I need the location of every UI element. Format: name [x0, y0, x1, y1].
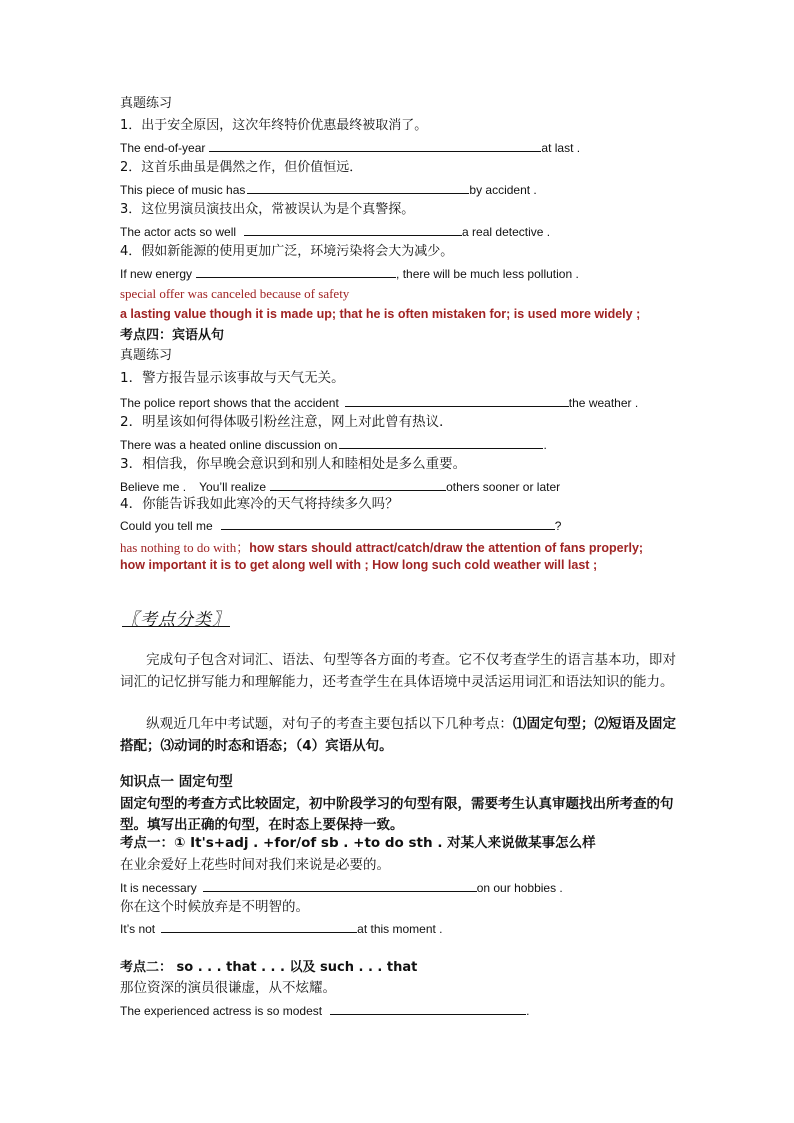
question-6-prefix: There was a heated online discussion on	[120, 438, 338, 452]
example-3-suffix: .	[526, 1004, 530, 1018]
point2-title: 考点二： so . . . that . . . 以及 such . . . that	[120, 960, 418, 975]
question-4-prefix: If new energy	[120, 267, 193, 281]
answer-line-1: special offer was canceled because of safety	[120, 286, 350, 301]
question-4-suffix: , there will be much less pollution .	[396, 267, 579, 281]
question-2-cn: 2．这首乐曲虽是偶然之作，但价值恒远．	[120, 160, 363, 175]
question-8-prefix: Could you tell me	[120, 519, 213, 533]
example-2-en	[120, 922, 443, 935]
intro-paragraph-2	[120, 713, 676, 757]
question-8-cn: 4．你能告诉我如此寒冷的天气将持续多久吗？	[120, 496, 399, 512]
answer-line-3	[120, 539, 643, 555]
intro-text-2: 纵观近几年中考试题，对句子的考查主要包括以下几种考点：	[146, 716, 514, 732]
question-6-blank[interactable]	[339, 438, 543, 449]
question-6-en	[120, 438, 547, 451]
question-5-en	[120, 396, 638, 409]
example-3-en	[120, 1004, 529, 1017]
intro-text-1: 完成句子包含对词汇、语法、句型等各方面的考查。它不仅考查学生的语言基本功，即对词汇的记忆拼写能力和理解能力，还考查学生在具体语境中灵活运用词汇和语法知识的能力。	[120, 652, 676, 690]
example-1-cn: 在业余爱好上花些时间对我们来说是必要的。	[120, 857, 390, 873]
knowledge1-point1: 考点一：① It's+adj . +for/of sb . +to do sth . 对某人来说做某事怎么样	[120, 835, 596, 851]
question-3-blank[interactable]	[244, 225, 462, 236]
question-8-suffix: ?	[554, 519, 562, 533]
question-8-en	[120, 519, 561, 532]
example-2-suffix: at this moment .	[357, 922, 443, 936]
question-3-suffix: a real detective .	[462, 225, 551, 239]
example-1-suffix: on our hobbies .	[476, 881, 563, 895]
question-5-prefix: The police report shows that the accident	[120, 396, 339, 410]
knowledge1-title: 知识点一 固定句型	[120, 774, 233, 790]
question-3-en	[120, 225, 550, 238]
question-7-en	[120, 480, 560, 493]
example-3-cn: 那位资深的演员很谦虚，从不炫耀。	[120, 980, 336, 996]
knowledge1-desc: 固定句型的考查方式比较固定，初中阶段学习的句型有限，需要考生认真审题找出所考查的句型。填写出正确的句型，在时态上要保持一致。	[120, 796, 674, 833]
question-4-cn: 4．假如新能源的使用更加广泛，环境污染将会大为减少。	[120, 244, 454, 259]
question-1-blank[interactable]	[209, 141, 541, 152]
section1-title: 真题练习	[120, 96, 173, 111]
question-4-en	[120, 267, 579, 280]
answer-line-4: how important it is to get along well with ; How long such cold weather will last ;	[120, 558, 598, 572]
question-3-prefix: The actor acts so well	[120, 225, 237, 239]
question-8-blank[interactable]	[221, 519, 555, 530]
example-3-prefix: The experienced actress is so modest	[120, 1004, 323, 1018]
intro-text-2-bold: ⑴固定句型；⑵短语及固定搭配；⑶动词的时态和语态；（4）宾语从句。	[120, 716, 677, 754]
question-7-cn: 3．相信我，你早晚会意识到和别人和睦相处是多么重要。	[120, 456, 467, 472]
example-3-blank[interactable]	[330, 1004, 526, 1015]
question-5-suffix: the weather .	[568, 396, 639, 410]
question-4-blank[interactable]	[196, 267, 396, 278]
intro-paragraph-1	[120, 649, 676, 693]
answer-3b: how stars should attract/catch/draw the attention of fans properly;	[249, 541, 644, 555]
example-1-en	[120, 881, 563, 894]
question-2-prefix: This piece of music has	[120, 183, 246, 197]
example-2-cn: 你在这个时候放弃是不明智的。	[120, 899, 309, 915]
question-5-blank[interactable]	[345, 396, 569, 407]
answer-3a: has nothing to do with；	[120, 540, 250, 555]
question-3-cn: 3．这位男演员演技出众，常被误认为是个真警探。	[120, 202, 415, 217]
question-2-suffix: by accident .	[469, 183, 537, 197]
question-2-en	[120, 183, 537, 196]
question-2-blank[interactable]	[247, 183, 469, 194]
question-1-en	[120, 141, 580, 154]
category-heading: 〖考点分类〗	[122, 610, 230, 630]
question-5-cn: 1．警方报告显示该事故与天气无关。	[120, 370, 345, 386]
answer-line-2: a lasting value though it is made up; that he is often mistaken for; is used more widely ;	[120, 307, 641, 321]
question-7-prefix: Believe me . You’ll realize	[120, 480, 267, 494]
example-2-blank[interactable]	[161, 922, 357, 933]
example-1-prefix: It is necessary	[120, 881, 197, 895]
example-1-blank[interactable]	[203, 881, 477, 892]
question-1-suffix: at last .	[541, 141, 581, 155]
section2-title: 真题练习	[120, 348, 173, 363]
section2-heading: 考点四：宾语从句	[120, 328, 225, 343]
question-7-blank[interactable]	[270, 480, 446, 491]
question-6-suffix: .	[543, 438, 547, 452]
question-1-cn: 1．出于安全原因，这次年终特价优惠最终被取消了。	[120, 118, 428, 133]
question-1-prefix: The end-of-year	[120, 141, 206, 155]
question-7-suffix: others sooner or later	[446, 480, 561, 494]
example-2-prefix: It’s not	[120, 922, 156, 936]
question-6-cn: 2．明星该如何得体吸引粉丝注意，网上对此曾有热议．	[120, 414, 453, 430]
